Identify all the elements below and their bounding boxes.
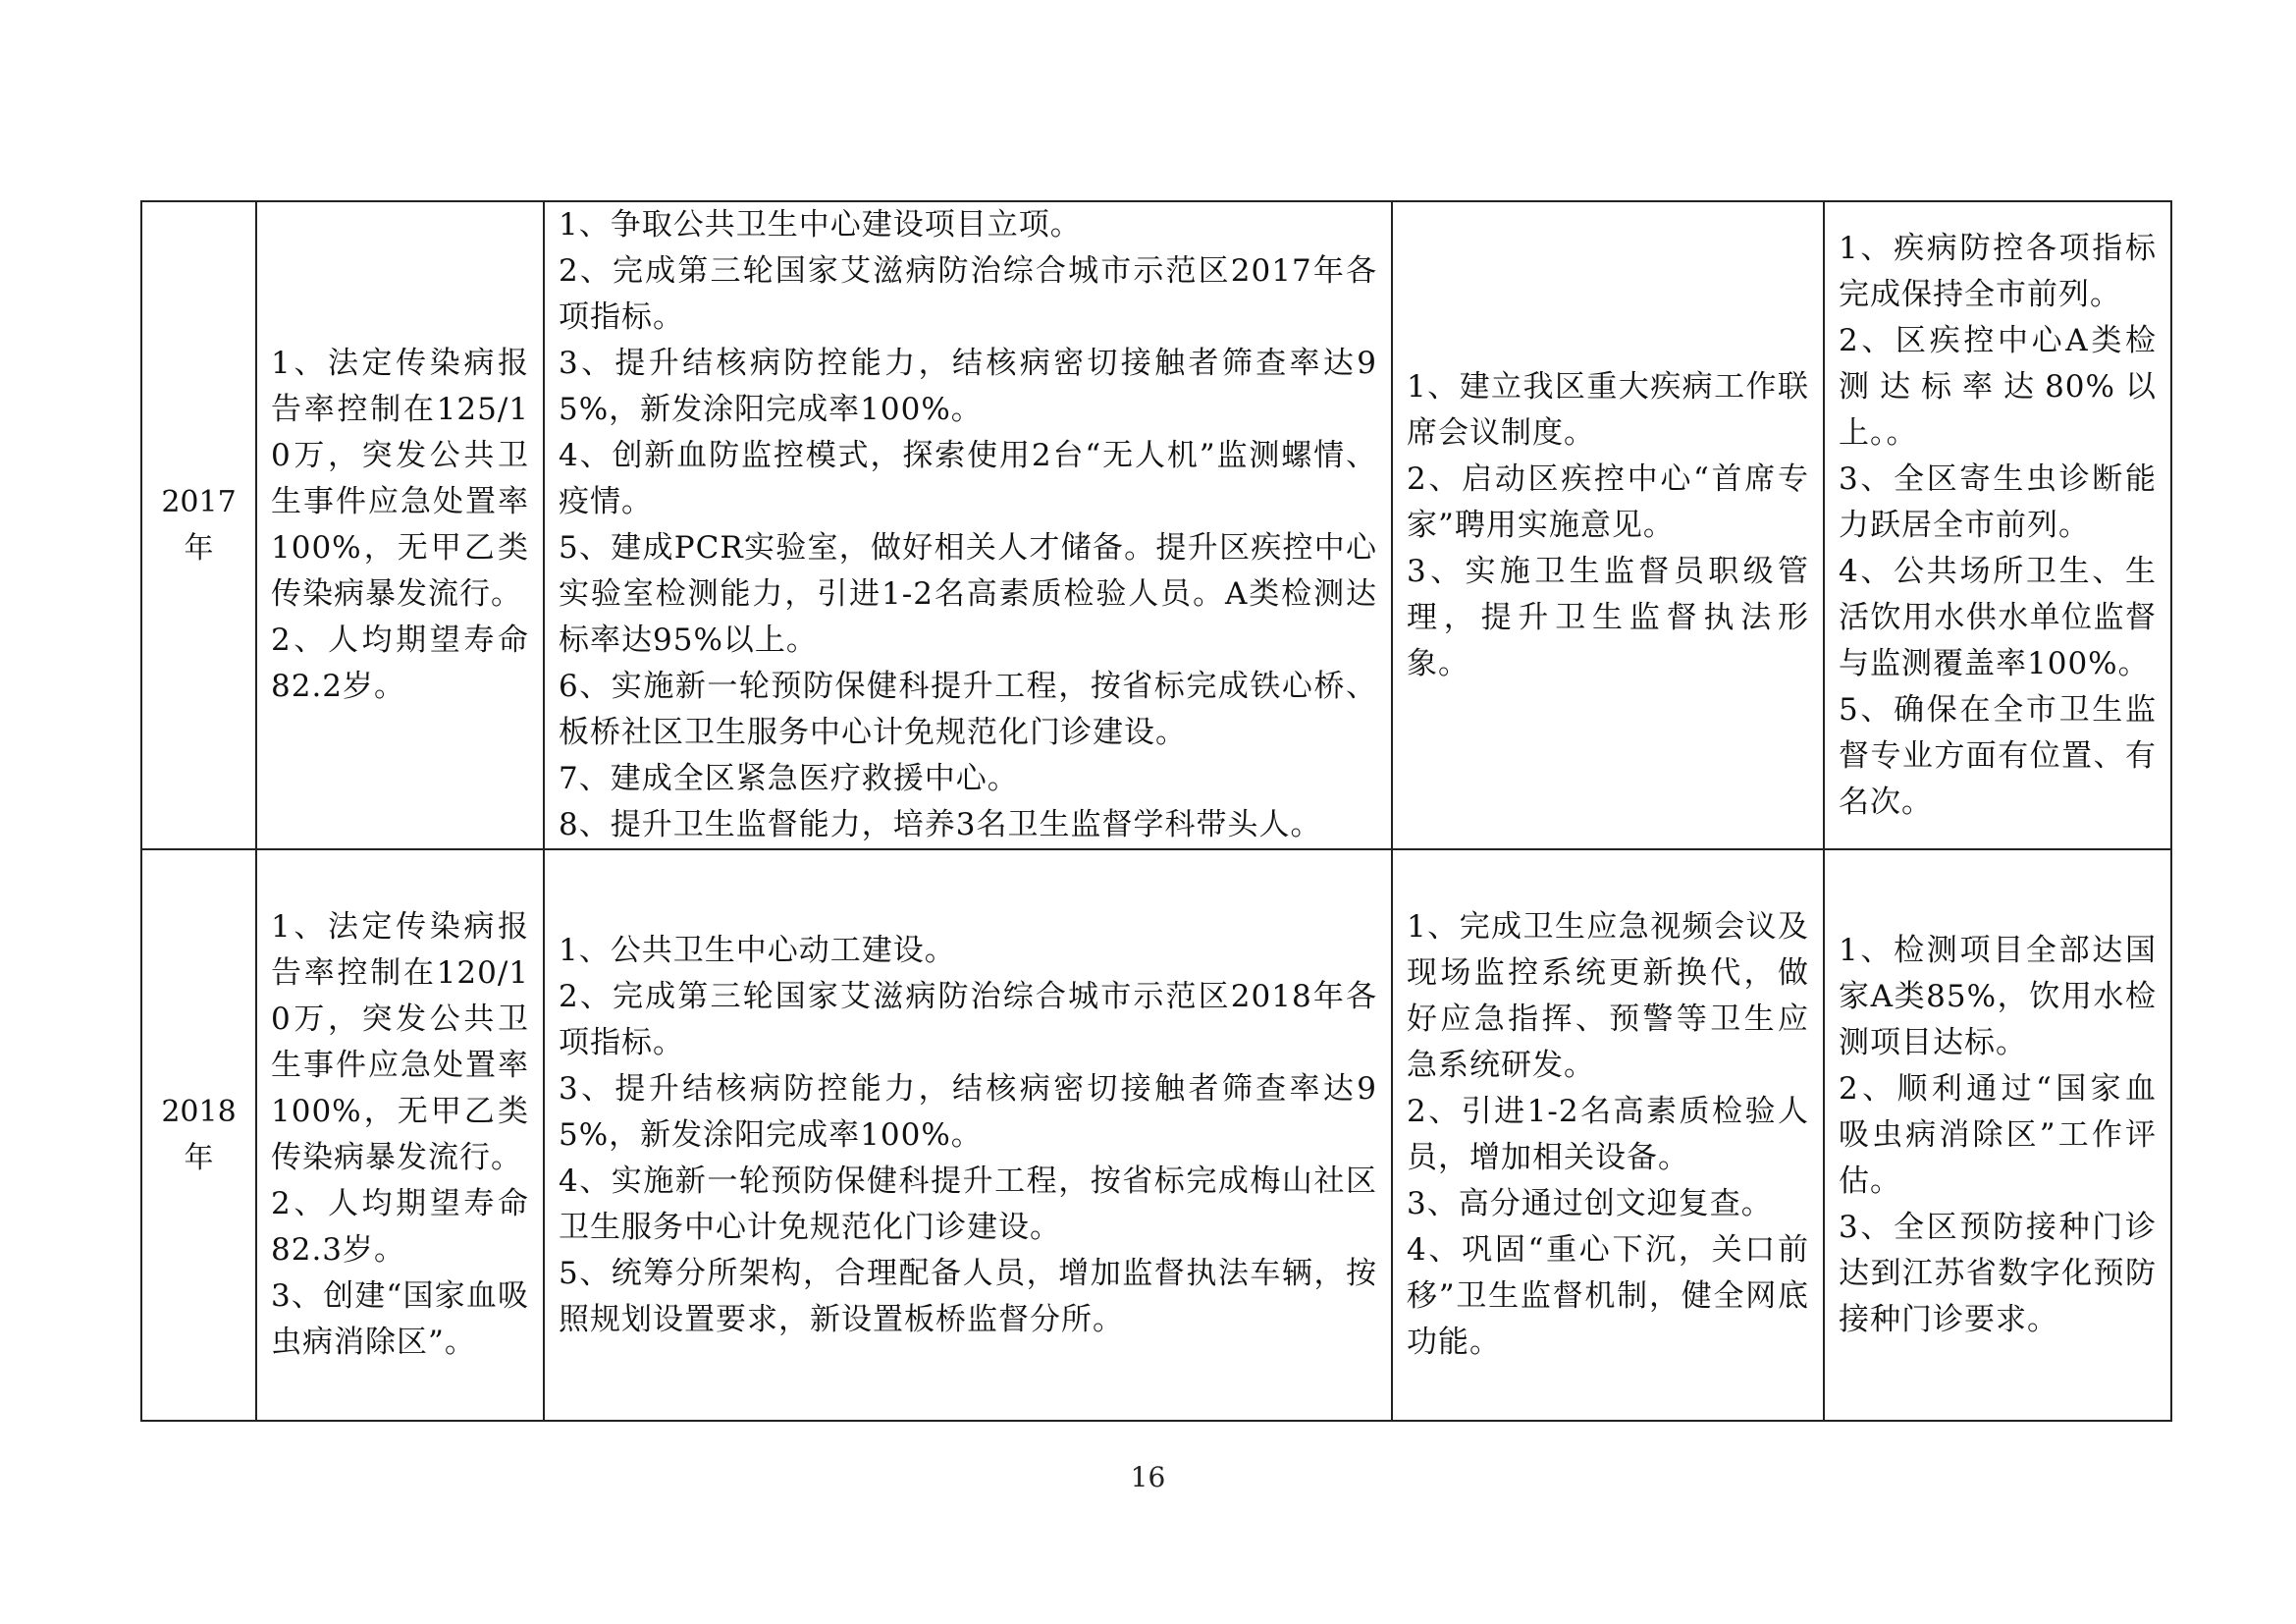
task-item: 5、统筹分所架构，合理配备人员，增加监督执法车辆，按照规划设置要求，新设置板桥监督分所。 [559, 1255, 1377, 1337]
goal-item: 3、创建“国家血吸虫病消除区”。 [271, 1278, 529, 1360]
task-item: 6、实施新一轮预防保健科提升工程，按省标完成铁心桥、板桥社区卫生服务中心计免规范化门诊建设。 [559, 669, 1377, 750]
task-item: 4、创新血防监控模式，探索使用2台“无人机”监测螺情、疫情。 [559, 438, 1377, 519]
table-row-2017 [141, 201, 2171, 849]
goals-cell [256, 201, 544, 849]
mechanism-item: 1、建立我区重大疾病工作联席会议制度。 [1407, 368, 1809, 451]
target-item: 1、疾病防控各项指标完成保持全市前列。 [1839, 230, 2157, 312]
target-item: 1、检测项目全部达国家A类85%，饮用水检测项目达标。 [1839, 932, 2157, 1060]
target-item: 3、全区预防接种门诊达到江苏省数字化预防接种门诊要求。 [1839, 1209, 2157, 1337]
mechanism-cell [1392, 201, 1824, 849]
target-item: 2、顺利通过“国家血吸虫病消除区”工作评估。 [1839, 1070, 2157, 1199]
task-item: 1、争取公共卫生中心建设项目立项。 [559, 207, 1082, 243]
task-item: 7、建成全区紧急医疗救援中心。 [559, 761, 1019, 796]
plan-table [140, 200, 2172, 1422]
task-item: 2、完成第三轮国家艾滋病防治综合城市示范区2017年各项指标。 [559, 253, 1377, 335]
task-item: 2、完成第三轮国家艾滋病防治综合城市示范区2018年各项指标。 [559, 978, 1377, 1060]
mechanism-item: 2、引进1-2名高素质检验人员，增加相关设备。 [1407, 1094, 1809, 1175]
targets-cell [1824, 201, 2171, 849]
target-item: 2、区疾控中心A类检测达标率达80%以上。。 [1839, 322, 2157, 451]
task-item: 3、提升结核病防控能力，结核病密切接触者筛查率达95%，新发涂阳完成率100%。 [559, 1070, 1377, 1153]
task-item: 3、提升结核病防控能力，结核病密切接触者筛查率达95%，新发涂阳完成率100%。 [559, 346, 1377, 427]
goal-item: 2、人均期望寿命82.3岁。 [271, 1186, 529, 1268]
year-cell: 2018年 [141, 849, 256, 1421]
task-item: 4、实施新一轮预防保健科提升工程，按省标完成梅山社区卫生服务中心计免规范化门诊建设。 [559, 1163, 1377, 1245]
mechanism-item: 4、巩固“重心下沉，关口前移”卫生监督机制，健全网底功能。 [1407, 1232, 1809, 1360]
mechanism-item: 3、实施卫生监督员职级管理，提升卫生监督执法形象。 [1407, 553, 1809, 681]
goal-item: 1、法定传染病报告率控制在125/10万，突发公共卫生事件应急处置率100%，无甲乙类传染病暴发流行。 [271, 346, 529, 612]
task-item: 5、建成PCR实验室，做好相关人才储备。提升区疾控中心实验室检测能力，引进1-2名高素质检验人员。A类检测达标率达95%以上。 [559, 530, 1377, 658]
mechanism-cell [1392, 849, 1824, 1421]
target-item: 3、全区寄生虫诊断能力跃居全市前列。 [1839, 460, 2157, 543]
year-cell: 2017年 [141, 201, 256, 849]
target-item: 5、确保在全市卫生监督专业方面有位置、有名次。 [1839, 691, 2157, 820]
goals-cell [256, 849, 544, 1421]
mechanism-item: 2、启动区疾控中心“首席专家”聘用实施意见。 [1407, 460, 1809, 543]
tasks-cell [544, 201, 1392, 849]
target-item: 4、公共场所卫生、生活饮用水供水单位监督与监测覆盖率100%。 [1839, 553, 2157, 681]
targets-cell [1824, 849, 2171, 1421]
tasks-cell [544, 849, 1392, 1421]
goal-item: 2、人均期望寿命82.2岁。 [271, 623, 529, 704]
mechanism-item: 1、完成卫生应急视频会议及现场监控系统更新换代，做好应急指挥、预警等卫生应急系统研发。 [1407, 909, 1809, 1083]
page-number: 16 [1130, 1461, 1166, 1493]
task-item: 1、公共卫生中心动工建设。 [559, 932, 956, 968]
table-row-2018 [141, 849, 2171, 1421]
task-item: 8、提升卫生监督能力，培养3名卫生监督学科带头人。 [559, 807, 1322, 842]
goal-item: 1、法定传染病报告率控制在120/10万，突发公共卫生事件应急处置率100%，无甲乙类传染病暴发流行。 [271, 909, 529, 1175]
mechanism-item: 3、高分通过创文迎复查。 [1407, 1186, 1773, 1221]
